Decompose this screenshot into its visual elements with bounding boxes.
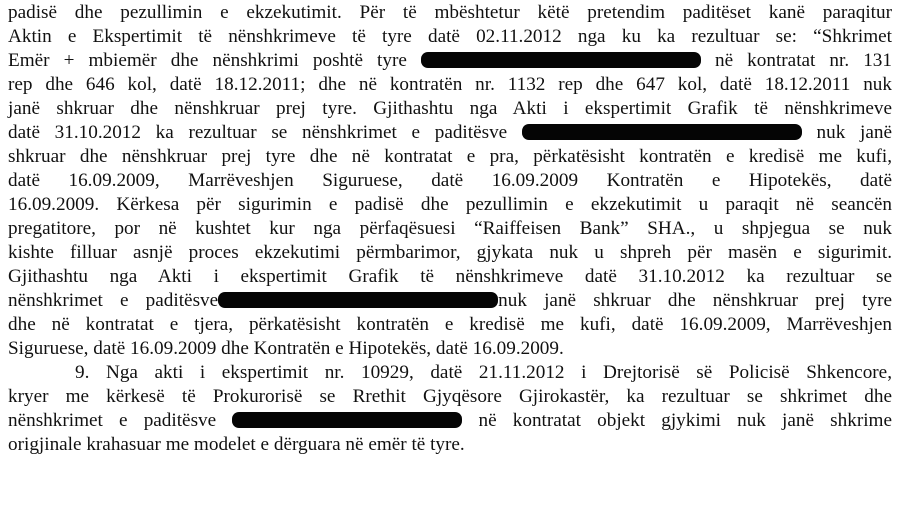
text-line xyxy=(8,73,892,97)
text-segment: kryer me kërkesë të Prokurorisë se Rrethit Gjyqësore Gjirokastër, ka rezultuar se shkrimet dhe xyxy=(8,386,892,407)
text-line xyxy=(8,433,892,457)
text-segment: janë shkruar dhe nënshkruar prej tyre. Gjithashtu nga Akti i ekspertimit Grafik të nënshkrimeve xyxy=(8,98,892,119)
text-line xyxy=(8,409,892,433)
text-line xyxy=(75,361,892,385)
text-segment: datë 16.09.2009, Marrëveshjen Siguruese, datë 16.09.2009 Kontratën e Hipotekës, datë xyxy=(8,170,892,191)
text-segment: Siguruese, datë 16.09.2009 dhe Kontratën e Hipotekës, datë 16.09.2009. xyxy=(8,338,564,359)
text-segment: pregatitore, por në kushtet kur nga përfaqësuesi “Raiffeisen Bank” SHA., u shpjegua se nuk xyxy=(8,218,892,239)
text-segment: rep dhe 646 kol, datë 18.12.2011; dhe në kontratën nr. 1132 rep dhe 647 kol, datë 18.12.2011 nuk xyxy=(8,74,892,95)
text-segment: 9. Nga akti i ekspertimit nr. 10929, datë 21.11.2012 i Drejtorisë së Policisë Shkencore, xyxy=(75,362,892,383)
text-segment: nuk janë shkruar dhe nënshkruar prej tyre xyxy=(498,290,893,311)
text-line xyxy=(8,313,892,337)
text-line xyxy=(8,121,892,145)
text-line xyxy=(8,385,892,409)
text-segment: dhe në kontratat e tjera, përkatësisht kontratën e kredisë me kufi, datë 16.09.2009, Marrëveshjen xyxy=(8,314,892,335)
text-segment: nënshkrimet e paditësve xyxy=(8,290,219,311)
redaction-bar xyxy=(232,412,462,428)
text-line xyxy=(8,97,892,121)
text-line xyxy=(8,289,892,313)
text-segment: kishte filluar asnjë proces ekzekutimi përmbarimor, gjykata nuk u shpreh për masën e sigurimit. xyxy=(8,242,892,263)
text-line xyxy=(8,217,892,241)
text-segment: shkruar dhe nënshkruar prej tyre dhe në kontratat e pra, përkatësisht kontratën e kredisë me kufi, xyxy=(8,146,892,167)
text-line xyxy=(8,169,892,193)
text-segment: Emër + mbiemër dhe nënshkrimi poshtë tyre xyxy=(8,50,421,71)
text-segment: nënshkrimet e paditësve xyxy=(8,410,233,431)
text-segment: padisë dhe pezullimin e ekzekutimit. Për të mbështetur këtë pretendim paditëset kanë paraqitur xyxy=(8,2,892,23)
text-segment: nuk janë xyxy=(801,122,892,143)
text-line xyxy=(8,241,892,265)
text-segment: 16.09.2009. Kërkesa për sigurimin e padisë dhe pezullimin e ekzekutimit u paraqit në seancën xyxy=(8,194,892,215)
redaction-bar xyxy=(421,52,701,68)
text-segment: në kontratat nr. 131 xyxy=(700,50,892,71)
text-segment: Gjithashtu nga Akti i ekspertimit Grafik të nënshkrimeve datë 31.10.2012 ka rezultuar se xyxy=(8,266,892,287)
text-line xyxy=(8,337,892,361)
text-segment: në kontratat objekt gjykimi nuk janë shkrime xyxy=(462,410,892,431)
text-line xyxy=(8,145,892,169)
text-line xyxy=(8,25,892,49)
text-segment: Aktin e Ekspertimit të nënshkrimeve të tyre datë 02.11.2012 nga ku ka rezultuar se: “Shkrimet xyxy=(8,26,892,47)
text-segment: datë 31.10.2012 ka rezultuar se nënshkrimet e paditësve xyxy=(8,122,522,143)
redaction-bar xyxy=(218,292,498,308)
text-line xyxy=(8,193,892,217)
text-segment: origjinale krahasuar me modelet e dërguara në emër të tyre. xyxy=(8,434,465,455)
text-line xyxy=(8,1,892,25)
text-line xyxy=(8,265,892,289)
text-line xyxy=(8,49,892,73)
redaction-bar xyxy=(522,124,802,140)
